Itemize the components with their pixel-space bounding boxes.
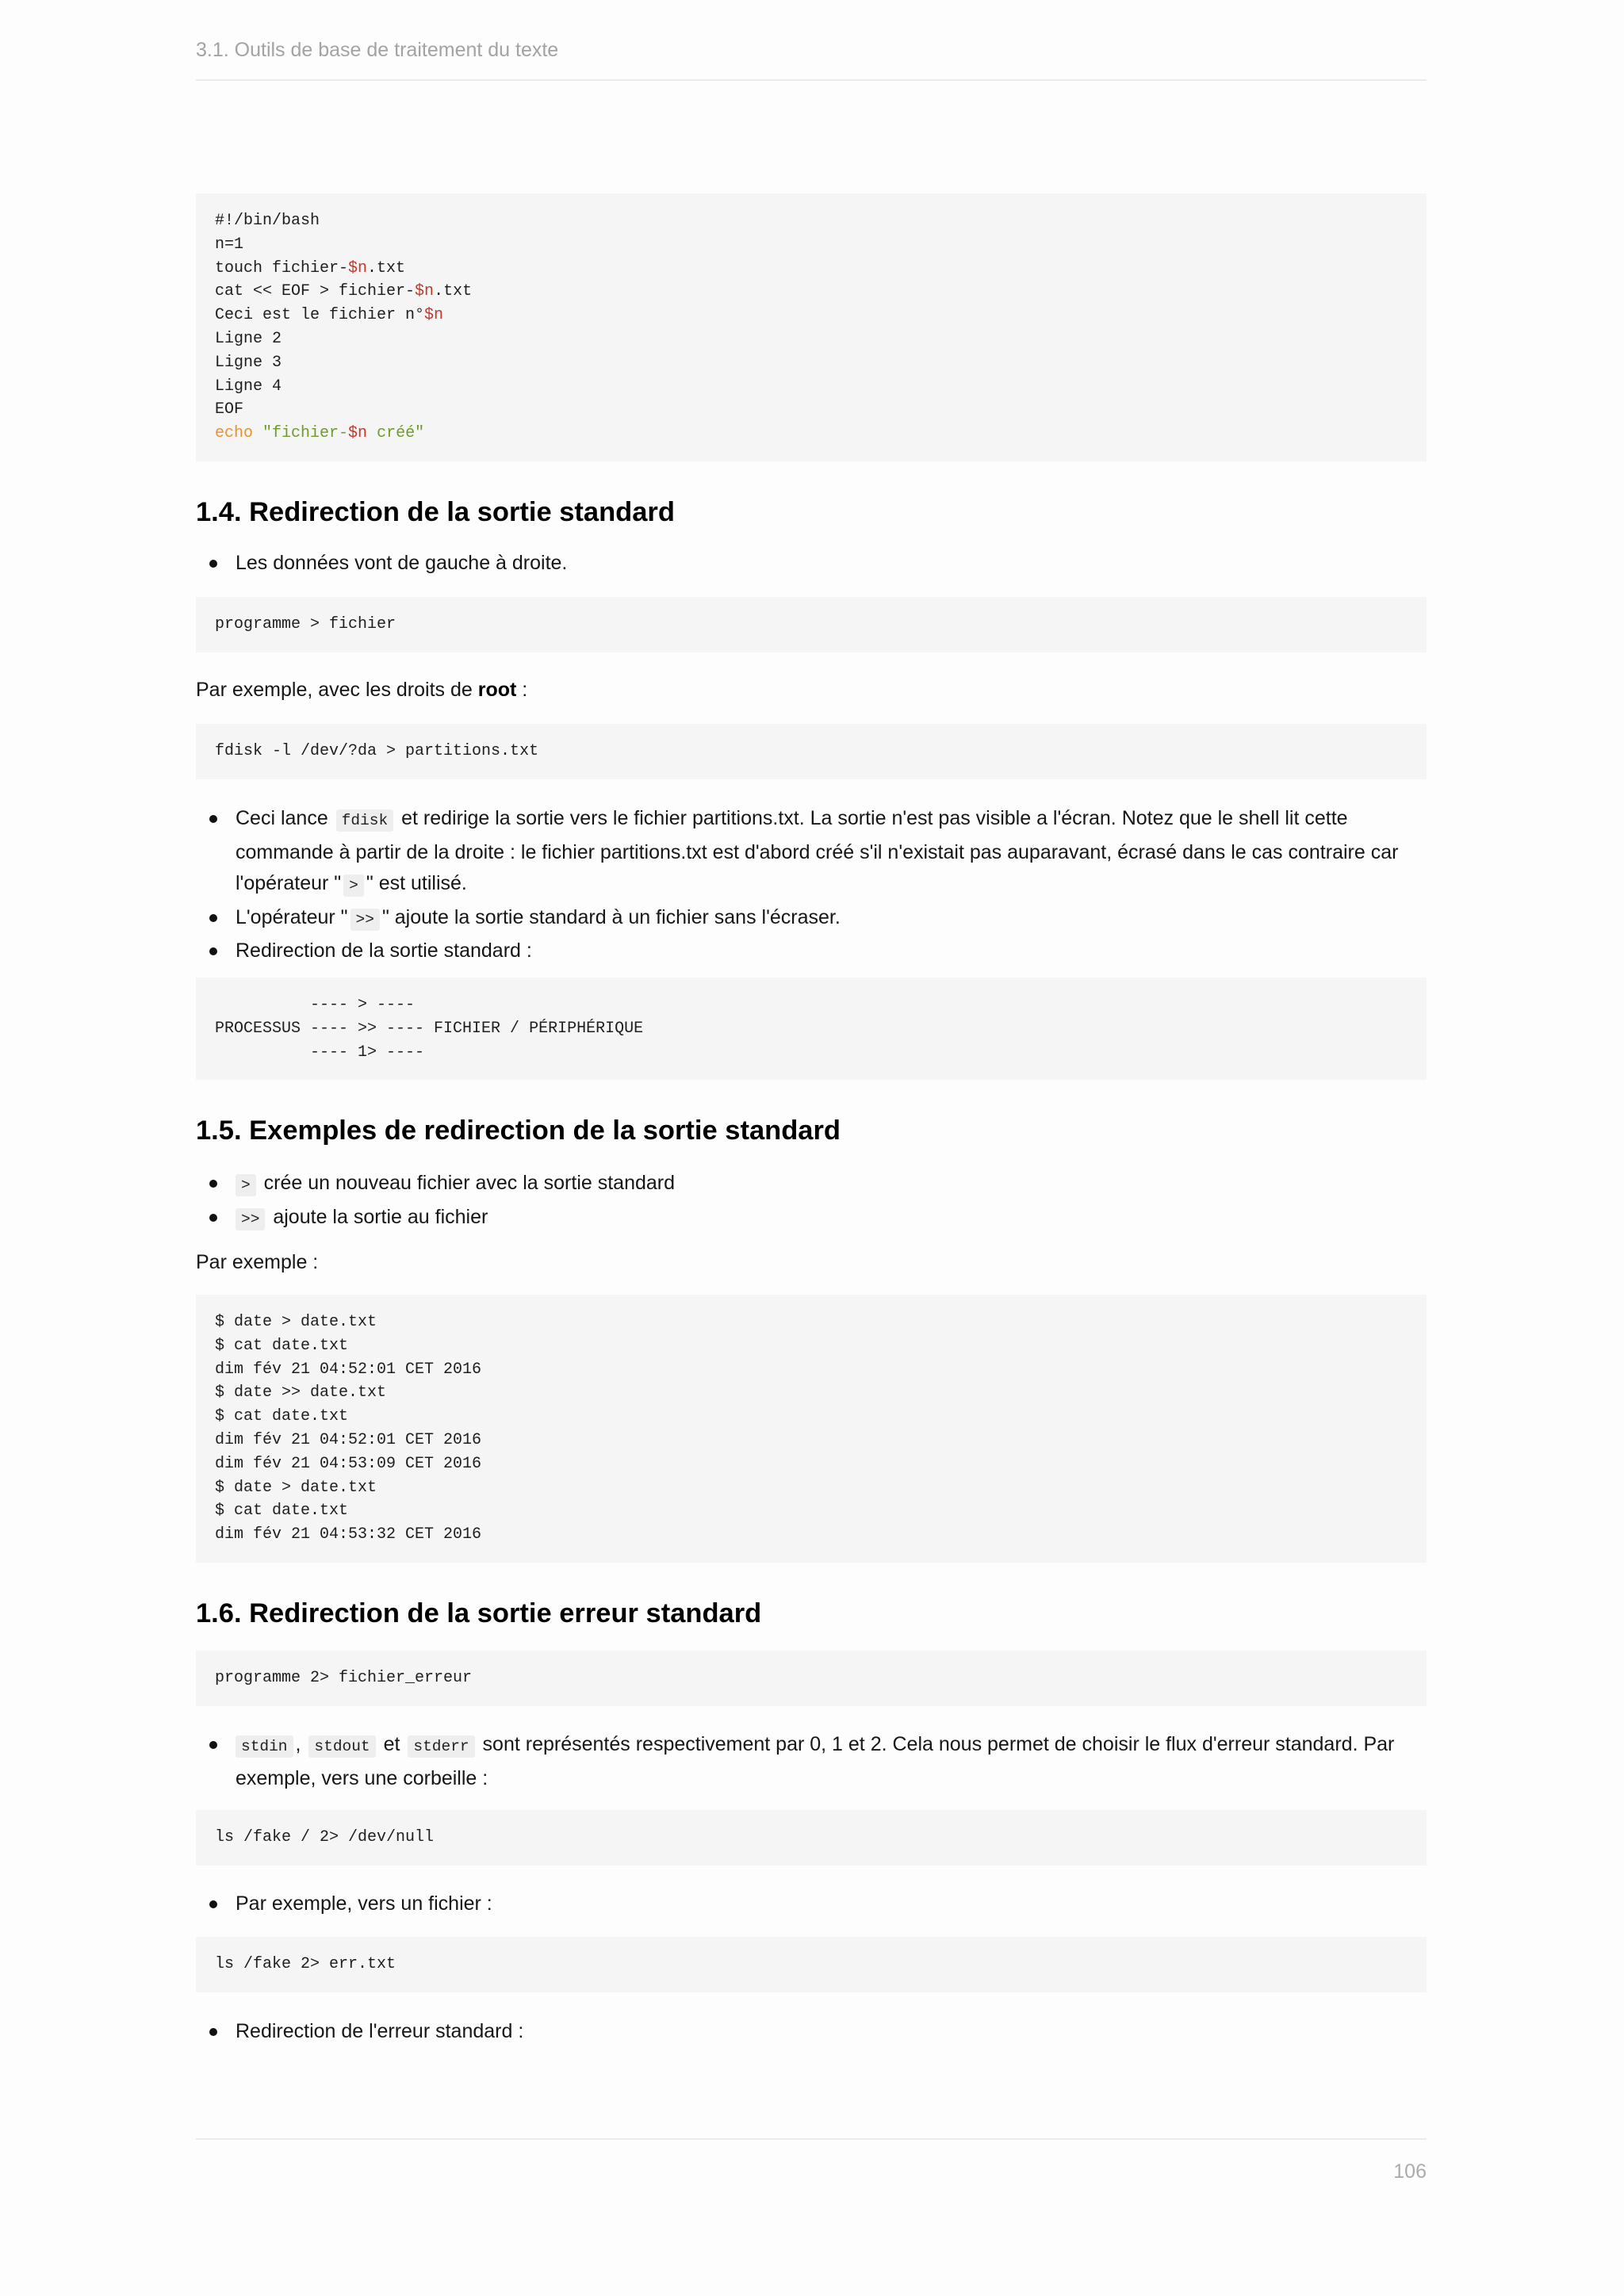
list-item-text: et (377, 1733, 406, 1755)
code-variable: $n (348, 424, 368, 443)
code-block (196, 724, 1427, 779)
code-line: $ date > date.txt (215, 1313, 377, 1331)
bullet-list (196, 1729, 1427, 1794)
code-line: $ cat date.txt (215, 1407, 349, 1426)
paragraph (196, 675, 1427, 706)
list-item (196, 1202, 1427, 1236)
code-text: .txt (434, 282, 473, 301)
list-item-text: ajoute la sortie au fichier (267, 1205, 488, 1228)
code-line (215, 304, 1408, 327)
code-block (196, 1937, 1427, 1992)
code-line: ---- 1> ---- (215, 1043, 425, 1062)
list-item (196, 1729, 1427, 1794)
code-text: cat << EOF > fichier- (215, 282, 416, 301)
code-line: dim fév 21 04:52:01 CET 2016 (215, 1430, 482, 1449)
header-divider (196, 79, 1427, 81)
code-variable: $n (424, 306, 444, 325)
code-block (196, 1651, 1427, 1706)
code-line (215, 422, 1408, 446)
bullet-list (196, 1168, 1427, 1235)
list-item-text: sont représentés respectivement par 0, 1 et 2. Cela nous permet de choisir le flux d'erreur standard. Par exemple, vers une corbeille : (236, 1733, 1395, 1789)
list-item-text: Redirection de l'erreur standard : (236, 2020, 524, 2042)
code-line: $ date >> date.txt (215, 1383, 387, 1402)
code-line: Ligne 3 (215, 353, 282, 372)
code-block (196, 597, 1427, 652)
bullet-list (196, 803, 1427, 967)
bash-script-code-block (196, 193, 1427, 461)
code-line: PROCESSUS ---- >> ---- FICHIER / PÉRIPHÉRIQUE (215, 1019, 644, 1038)
paragraph-text: : (516, 679, 528, 701)
section-heading-1-6: 1.6. Redirection de la sortie erreur standard (196, 1598, 762, 1628)
code-keyword: echo (215, 424, 254, 443)
code-line (215, 257, 1408, 281)
terminal-session-code-block (196, 1295, 1427, 1563)
section-heading-1-5: 1.5. Exemples de redirection de la sortie standard (196, 1115, 841, 1146)
code-line: ls /fake / 2> /dev/null (215, 1828, 435, 1846)
bullet-list (196, 2016, 1427, 2048)
code-line: n=1 (215, 235, 244, 254)
footer-divider (196, 2138, 1427, 2140)
code-line: dim fév 21 04:53:32 CET 2016 (215, 1525, 482, 1544)
code-block (196, 1810, 1427, 1866)
code-line (215, 280, 1408, 304)
inline-code: > (236, 1174, 256, 1196)
list-item-text: Les données vont de gauche à droite. (236, 552, 568, 574)
list-item-text: et redirige la sortie vers le fichier partitions.txt. La sortie n'est pas visible a l'écran. Notez que le shell lit cette commande à partir de la droite : le fichier partitions.txt est d'abord créé s'il n'existait pas auparavant, écrasé dans le cas contraire car l'opérateur " (236, 807, 1399, 894)
list-item-text: L'opérateur " (236, 905, 348, 928)
inline-code: stdin (236, 1735, 293, 1758)
list-item (196, 803, 1427, 902)
code-line: $ cat date.txt (215, 1336, 349, 1355)
code-line: $ cat date.txt (215, 1502, 349, 1521)
redirection-diagram-code-block (196, 978, 1427, 1080)
running-header-title: 3.1. Outils de base de traitement du texte (196, 39, 559, 61)
bullet-marker (209, 1214, 217, 1222)
code-text: touch fichier- (215, 258, 349, 277)
bullet-list (196, 548, 1427, 580)
code-line: dim fév 21 04:52:01 CET 2016 (215, 1360, 482, 1379)
bullet-marker (209, 914, 217, 922)
inline-code: > (343, 874, 364, 897)
code-line: programme > fichier (215, 615, 396, 633)
code-line: dim fév 21 04:53:09 CET 2016 (215, 1454, 482, 1473)
inline-code: >> (236, 1208, 265, 1230)
code-variable: $n (415, 282, 435, 301)
bullet-list (196, 1888, 1427, 1920)
code-line: $ date > date.txt (215, 1478, 377, 1497)
list-item (196, 548, 1427, 580)
list-item-text: Redirection de la sortie standard : (236, 939, 532, 962)
list-item-text: Par exemple, vers un fichier : (236, 1892, 492, 1915)
bullet-marker (209, 815, 217, 823)
code-line: #!/bin/bash (215, 212, 320, 230)
inline-code: stdout (308, 1735, 375, 1758)
bullet-marker (209, 1900, 217, 1908)
list-item (196, 1168, 1427, 1202)
bullet-marker (209, 947, 217, 955)
bullet-marker (209, 560, 217, 568)
code-text: Ceci est le fichier n° (215, 306, 425, 325)
list-item-text: , (295, 1733, 307, 1755)
page-number: 106 (1393, 2160, 1427, 2183)
code-line: ls /fake 2> err.txt (215, 1955, 396, 1973)
code-variable: $n (348, 258, 368, 277)
code-line: programme 2> fichier_erreur (215, 1669, 473, 1687)
code-line: EOF (215, 400, 244, 419)
bullet-marker (209, 1180, 217, 1188)
paragraph: Par exemple : (196, 1251, 319, 1273)
code-text: .txt (367, 258, 406, 277)
bullet-marker (209, 2028, 217, 2036)
bullet-marker (209, 1741, 217, 1749)
inline-code: stderr (408, 1735, 474, 1758)
code-line: ---- > ---- (215, 996, 416, 1014)
list-item-text: " est utilisé. (366, 872, 467, 894)
list-item (196, 902, 1427, 936)
list-item-text: crée un nouveau fichier avec la sortie standard (258, 1172, 676, 1194)
list-item (196, 1888, 1427, 1920)
code-line: Ligne 4 (215, 377, 282, 396)
inline-code: >> (350, 909, 380, 931)
code-string: créé" (367, 424, 425, 443)
list-item (196, 936, 1427, 967)
list-item-text: " ajoute la sortie standard à un fichier sans l'écraser. (381, 905, 841, 928)
bold-text: root (477, 679, 517, 701)
list-item (196, 2016, 1427, 2048)
section-heading-1-4: 1.4. Redirection de la sortie standard (196, 497, 675, 527)
list-item-text: Ceci lance (236, 807, 334, 829)
code-line: Ligne 2 (215, 329, 282, 348)
inline-code: fdisk (336, 809, 394, 832)
paragraph-text: Par exemple, avec les droits de (196, 679, 478, 701)
code-string: "fichier- (253, 424, 349, 443)
code-line: fdisk -l /dev/?da > partitions.txt (215, 742, 539, 760)
